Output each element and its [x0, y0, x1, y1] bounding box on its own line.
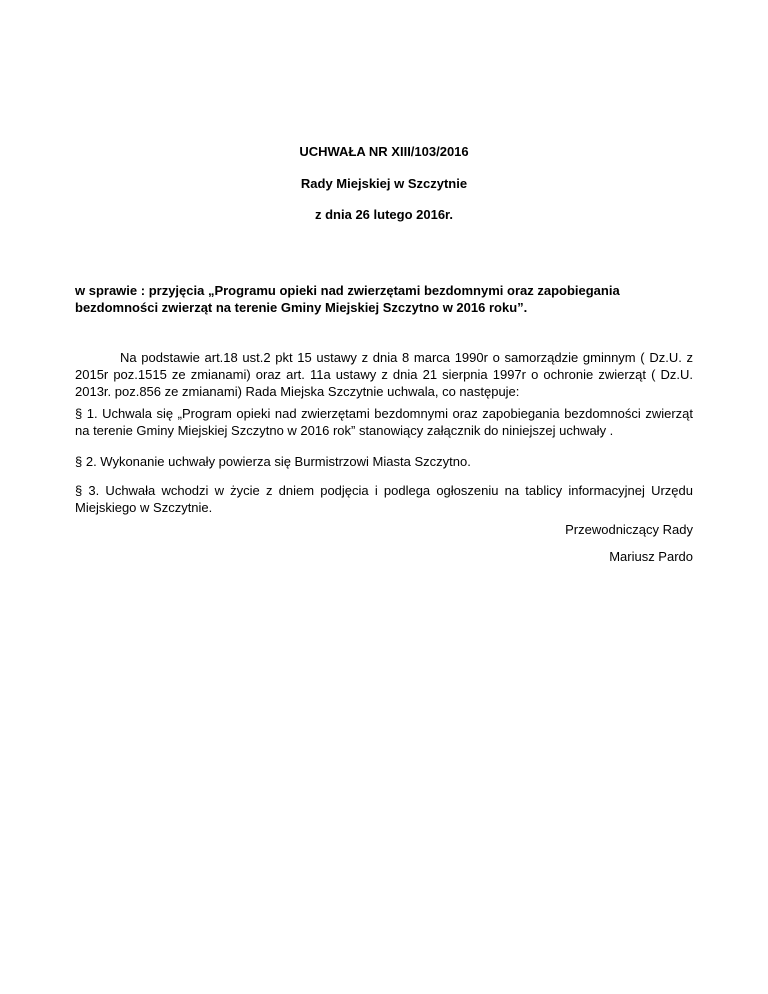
paragraph-3 — [75, 482, 693, 516]
paragraph-1-line-2: na terenie Gminy Miejskiej Szczytno w 2016 rok” stanowiący załącznik do niniejszej uchwały . — [75, 423, 614, 438]
resolution-number: UCHWAŁA NR XIII/103/2016 — [299, 144, 469, 159]
signatory-name: Mariusz Pardo — [609, 549, 693, 564]
paragraph-2 — [75, 453, 693, 470]
paragraph-3-line-1: § 3. Uchwała wchodzi w życie z dniem podjęcia i podlega ogłoszeniu na tablicy informacyjnej Urzędu — [75, 483, 693, 498]
subject-line-1: w sprawie : przyjęcia „Programu opieki nad zwierzętami bezdomnymi oraz zapobiegania — [75, 283, 620, 298]
paragraph-2-line-1: § 2. Wykonanie uchwały powierza się Burmistrzowi Miasta Szczytno. — [75, 454, 471, 469]
legal-basis-line-1: Na podstawie art.18 ust.2 pkt 15 ustawy z dnia 8 marca 1990r o samorządzie gminnym ( Dz.U. z — [120, 350, 693, 365]
resolution-subject — [75, 282, 695, 316]
legal-basis-line-2: 2015r poz.1515 ze zmianami) oraz art. 11a ustawy z dnia 21 sierpnia 1997r o ochronie zwierząt ( Dz.U. — [75, 367, 693, 382]
signatory-title: Przewodniczący Rady — [565, 522, 693, 537]
paragraph-1 — [75, 405, 693, 439]
subject-line-2: bezdomności zwierząt na terenie Gminy Miejskiej Szczytno w 2016 roku”. — [75, 300, 528, 315]
legal-basis-paragraph — [75, 349, 693, 400]
paragraph-3-line-2: Miejskiego w Szczytnie. — [75, 500, 213, 515]
paragraph-1-line-1: § 1. Uchwala się „Program opieki nad zwierzętami bezdomnymi oraz zapobiegania bezdomności zwierząt — [75, 406, 693, 421]
council-name: Rady Miejskiej w Szczytnie — [300, 176, 468, 191]
legal-basis-line-3: 2013r. poz.856 ze zmianami) Rada Miejska Szczytnie uchwala, co następuje: — [75, 384, 520, 399]
resolution-date: z dnia 26 lutego 2016r. — [315, 207, 453, 222]
